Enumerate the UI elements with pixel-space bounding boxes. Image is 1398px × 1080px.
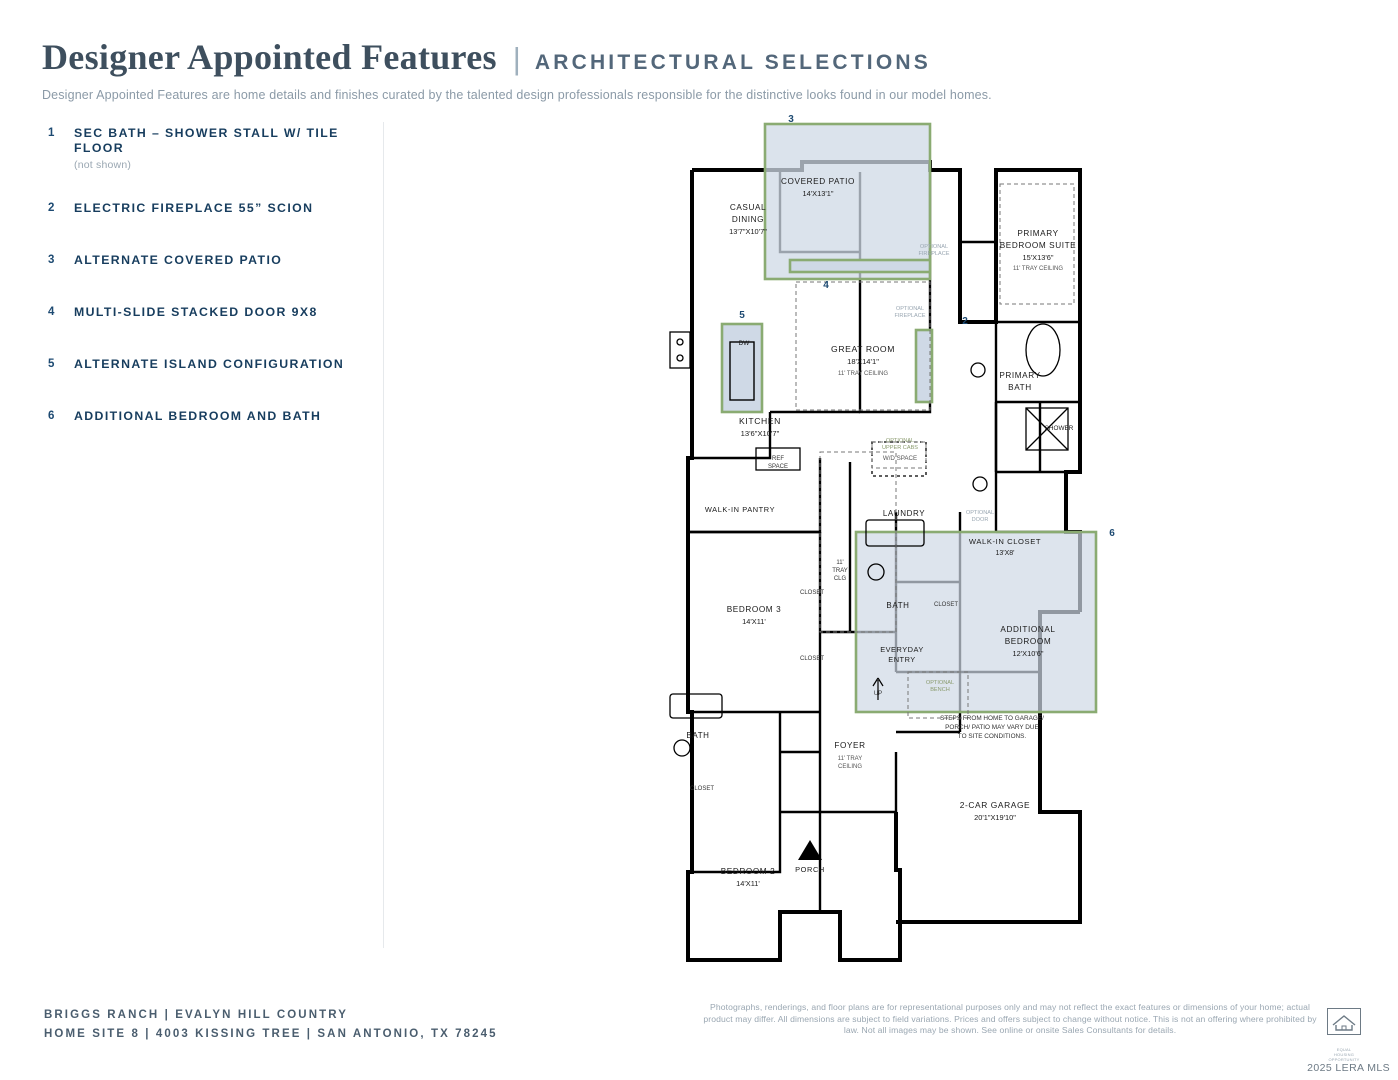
callout-5: 5 xyxy=(739,310,745,321)
svg-text:DOOR: DOOR xyxy=(971,517,989,523)
svg-text:LAUNDRY: LAUNDRY xyxy=(882,509,926,518)
callout-3: 3 xyxy=(788,114,794,125)
svg-text:FOYER: FOYER xyxy=(834,741,866,750)
svg-text:13'6"X10'7": 13'6"X10'7" xyxy=(740,429,780,438)
feature-label: ELECTRIC FIREPLACE 55” SCION xyxy=(74,201,314,215)
svg-text:PRIMARY: PRIMARY xyxy=(1017,229,1059,238)
svg-text:CLOSET: CLOSET xyxy=(799,656,825,662)
svg-text:REF: REF xyxy=(772,456,784,462)
feature-number: 5 xyxy=(48,358,55,370)
svg-text:18'X14'1": 18'X14'1" xyxy=(847,357,879,366)
feature-label: MULTI-SLIDE STACKED DOOR 9X8 xyxy=(74,305,318,319)
svg-text:OPTIONAL: OPTIONAL xyxy=(895,306,925,312)
svg-text:FIREPLACE: FIREPLACE xyxy=(894,313,926,319)
svg-text:15'X13'6": 15'X13'6" xyxy=(1022,253,1054,262)
floor-plan xyxy=(660,112,1130,972)
page-description: Designer Appointed Features are home details and finishes curated by the talented design professionals responsible for the distinctive looks found in our model homes. xyxy=(42,88,992,102)
svg-text:BATH: BATH xyxy=(886,601,910,610)
feature-label: ALTERNATE ISLAND CONFIGURATION xyxy=(74,357,345,371)
svg-text:OPTIONAL: OPTIONAL xyxy=(925,680,955,686)
svg-text:OPTIONAL: OPTIONAL xyxy=(885,438,915,444)
svg-text:UP: UP xyxy=(873,691,883,697)
feature-label: ALTERNATE COVERED PATIO xyxy=(74,253,283,267)
feature-number: 6 xyxy=(48,410,55,422)
svg-text:CLG: CLG xyxy=(833,576,847,582)
svg-text:11' TRAY CEILING: 11' TRAY CEILING xyxy=(837,371,889,377)
footer-property-info xyxy=(44,1006,498,1044)
svg-text:ADDITIONAL: ADDITIONAL xyxy=(1000,625,1056,634)
eho-caption: EQUAL HOUSING OPPORTUNITY xyxy=(1328,1047,1360,1062)
feature-item xyxy=(44,201,374,223)
svg-text:BEDROOM 3: BEDROOM 3 xyxy=(726,605,782,614)
svg-text:PORCH/ PATIO MAY VARY DUE: PORCH/ PATIO MAY VARY DUE xyxy=(945,724,1039,731)
svg-text:11': 11' xyxy=(836,560,844,566)
feature-item xyxy=(44,409,374,431)
footer-community: BRIGGS RANCH | EVALYN HILL COUNTRY xyxy=(44,1009,348,1021)
features-list xyxy=(44,126,374,461)
svg-text:20'1"X19'10": 20'1"X19'10" xyxy=(974,813,1016,822)
svg-text:COVERED PATIO: COVERED PATIO xyxy=(781,177,855,186)
svg-text:CEILING: CEILING xyxy=(837,764,863,770)
svg-text:12'X10'6": 12'X10'6" xyxy=(1012,649,1044,658)
svg-text:KITCHEN: KITCHEN xyxy=(739,416,781,426)
page-title: Designer Appointed Features xyxy=(42,37,497,77)
svg-text:TRAY: TRAY xyxy=(832,568,848,574)
highlight-additional-bedroom xyxy=(856,532,1096,712)
svg-text:CLOSET: CLOSET xyxy=(799,590,825,596)
feature-note: (not shown) xyxy=(74,159,132,171)
feature-number: 2 xyxy=(48,202,55,214)
svg-text:ENTRY: ENTRY xyxy=(888,655,916,664)
svg-text:13'7"X10'7": 13'7"X10'7" xyxy=(729,227,767,236)
svg-text:CLOSET: CLOSET xyxy=(689,786,715,792)
svg-text:W/D SPACE: W/D SPACE xyxy=(882,455,918,462)
svg-text:EVERYDAY: EVERYDAY xyxy=(880,645,924,654)
callout-4: 4 xyxy=(823,280,829,291)
svg-text:14'X13'1": 14'X13'1" xyxy=(802,189,834,198)
svg-text:SHOWER: SHOWER xyxy=(1044,425,1074,432)
svg-text:BATH: BATH xyxy=(686,731,710,740)
callout-6: 6 xyxy=(1109,528,1115,539)
svg-text:BENCH: BENCH xyxy=(930,687,950,693)
feature-number: 1 xyxy=(48,127,55,139)
feature-label: ADDITIONAL BEDROOM AND BATH xyxy=(74,409,322,423)
svg-text:14'X11': 14'X11' xyxy=(736,879,760,888)
svg-text:11' TRAY CEILING: 11' TRAY CEILING xyxy=(1012,266,1064,272)
vertical-divider xyxy=(383,122,384,948)
mls-watermark: 2025 LERA MLS xyxy=(1307,1062,1390,1074)
page-subtitle-heading: ARCHITECTURAL SELECTIONS xyxy=(534,51,931,74)
svg-text:11' TRAY: 11' TRAY xyxy=(837,756,863,762)
svg-text:BEDROOM SUITE: BEDROOM SUITE xyxy=(999,241,1077,250)
svg-text:OPTIONAL: OPTIONAL xyxy=(965,510,995,516)
equal-housing-opportunity-icon xyxy=(1327,1008,1361,1062)
svg-text:GREAT ROOM: GREAT ROOM xyxy=(831,344,895,354)
feature-label: SEC BATH – SHOWER STALL W/ TILE FLOOR xyxy=(74,126,339,155)
svg-text:UPPER CABS: UPPER CABS xyxy=(881,445,919,451)
footer-disclaimer: Photographs, renderings, and floor plans are for representational purposes only and may not reflect the exact features or dimensions of your home; actual product may differ. All dimensions are subject to field variations. Prices and offers subject to change without notice. This is not an offering where prohibited by law. Not all images may be shown. See online or onsite Sales Consultants for details. xyxy=(703,1002,1317,1035)
svg-text:13'X8': 13'X8' xyxy=(995,550,1015,557)
highlight-multi-slide-door xyxy=(790,260,930,272)
svg-text:BEDROOM: BEDROOM xyxy=(1004,637,1052,646)
highlight-island xyxy=(722,324,762,412)
svg-text:PRIMARY: PRIMARY xyxy=(999,371,1041,380)
title-row xyxy=(42,36,1362,78)
feature-number: 3 xyxy=(48,254,55,266)
svg-text:FIREPLACE: FIREPLACE xyxy=(918,251,950,257)
svg-text:2-CAR GARAGE: 2-CAR GARAGE xyxy=(959,800,1031,810)
svg-text:DW: DW xyxy=(738,340,750,347)
svg-text:PORCH: PORCH xyxy=(795,865,825,874)
svg-text:BEDROOM 2: BEDROOM 2 xyxy=(720,867,776,876)
feature-item xyxy=(44,357,374,379)
svg-text:WALK-IN PANTRY: WALK-IN PANTRY xyxy=(704,505,776,514)
feature-item xyxy=(44,126,374,171)
page-header xyxy=(42,36,1362,102)
svg-text:SPACE: SPACE xyxy=(768,464,788,470)
footer-address: HOME SITE 8 | 4003 KISSING TREE | SAN ANTONIO, TX 78245 xyxy=(44,1028,498,1040)
svg-text:DINING: DINING xyxy=(731,215,765,224)
callout-2: 2 xyxy=(962,316,968,327)
title-separator: | xyxy=(512,41,521,76)
svg-text:TO SITE CONDITIONS.: TO SITE CONDITIONS. xyxy=(957,733,1027,740)
feature-number: 4 xyxy=(48,306,55,318)
svg-text:14'X11': 14'X11' xyxy=(742,617,766,626)
feature-item xyxy=(44,305,374,327)
svg-text:STEPS FROM HOME TO GARAGE/: STEPS FROM HOME TO GARAGE/ xyxy=(940,715,1044,722)
highlight-covered-patio xyxy=(765,124,930,279)
svg-text:CASUAL: CASUAL xyxy=(729,203,767,212)
feature-item xyxy=(44,253,374,275)
svg-text:BATH: BATH xyxy=(1008,383,1032,392)
svg-text:OPTIONAL: OPTIONAL xyxy=(919,244,949,250)
svg-text:WALK-IN CLOSET: WALK-IN CLOSET xyxy=(968,537,1042,546)
svg-text:CLOSET: CLOSET xyxy=(933,602,959,608)
